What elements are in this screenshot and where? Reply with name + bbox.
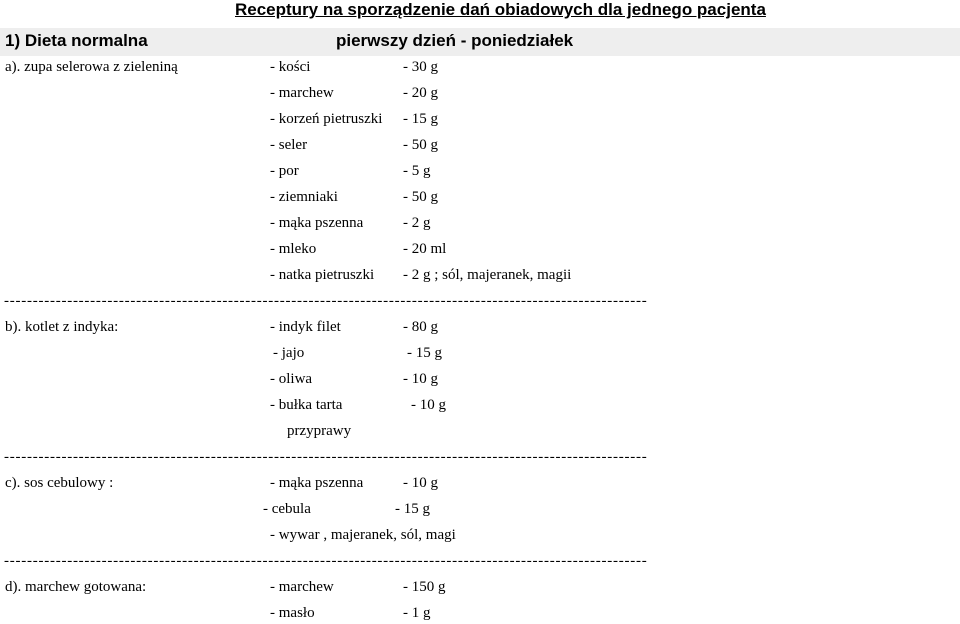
recipe-a-ingredient: - korzeń pietruszki (270, 111, 383, 127)
recipe-a-name: a). zupa selerowa z zieleniną (5, 59, 178, 75)
recipe-d-ingredient: - masło (270, 605, 315, 621)
recipe-b-amount: - 80 g (403, 319, 438, 335)
section-separator: ---------------------------------------------------------------------------------------------------------------- (4, 293, 648, 309)
recipe-b-amount: - 10 g (403, 371, 438, 387)
recipe-b-ingredient: - indyk filet (270, 319, 341, 335)
recipe-a-ingredient: - mąka pszenna (270, 215, 364, 231)
recipe-a-ingredient: - marchew (270, 85, 334, 101)
recipe-d-name: d). marchew gotowana: (5, 579, 147, 595)
recipe-a-amount: - 20 ml (403, 241, 447, 257)
recipe-c-ingredient: - cebula (263, 501, 311, 517)
recipe-b-ingredient: - bułka tarta (270, 397, 343, 413)
recipe-d-amount: - 150 g (403, 579, 446, 595)
recipe-b-amount: - 15 g (407, 345, 442, 361)
section-separator: ---------------------------------------------------------------------------------------------------------------- (4, 553, 648, 569)
recipe-b-ingredient: - jajo (273, 345, 305, 361)
document-title: Receptury na sporządzenie dań obiadowych dla jednego pacjenta (235, 0, 766, 19)
recipe-a-ingredient: - seler (270, 137, 308, 153)
recipe-a-ingredient: - por (270, 163, 299, 179)
recipe-b-ingredient: - oliwa (270, 371, 313, 387)
recipe-a-ingredient: - ziemniaki (270, 189, 338, 205)
recipe-a-amount: - 15 g (403, 111, 438, 127)
recipe-c-amount: - 10 g (403, 475, 438, 491)
recipe-c-amount: - 15 g (395, 501, 430, 517)
recipe-c-ingredient: - wywar , majeranek, sól, magi (270, 527, 456, 543)
recipe-a-amount: - 50 g (403, 189, 438, 205)
recipe-a-ingredient: - kości (270, 59, 311, 75)
recipe-a-amount: - 30 g (403, 59, 438, 75)
recipe-a-amount: - 2 g ; sól, majeranek, magii (403, 267, 572, 283)
day-label: pierwszy dzień - poniedziałek (336, 31, 574, 50)
diet-label: 1) Dieta normalna (5, 31, 148, 50)
recipe-a-ingredient: - mleko (270, 241, 317, 257)
recipe-c-ingredient: - mąka pszenna (270, 475, 364, 491)
recipe-b-ingredient: przyprawy (287, 423, 352, 439)
recipe-c-name: c). sos cebulowy : (5, 475, 114, 491)
recipe-a-amount: - 50 g (403, 137, 438, 153)
recipe-b-amount: - 10 g (411, 397, 446, 413)
recipe-b-name: b). kotlet z indyka: (5, 319, 119, 335)
recipe-a-amount: - 20 g (403, 85, 438, 101)
recipe-d-ingredient: - marchew (270, 579, 334, 595)
recipe-a-amount: - 2 g (403, 215, 431, 231)
section-separator: ---------------------------------------------------------------------------------------------------------------- (4, 449, 648, 465)
recipe-a-ingredient: - natka pietruszki (270, 267, 375, 283)
recipe-d-amount: - 1 g (403, 605, 431, 621)
recipe-a-amount: - 5 g (403, 163, 431, 179)
